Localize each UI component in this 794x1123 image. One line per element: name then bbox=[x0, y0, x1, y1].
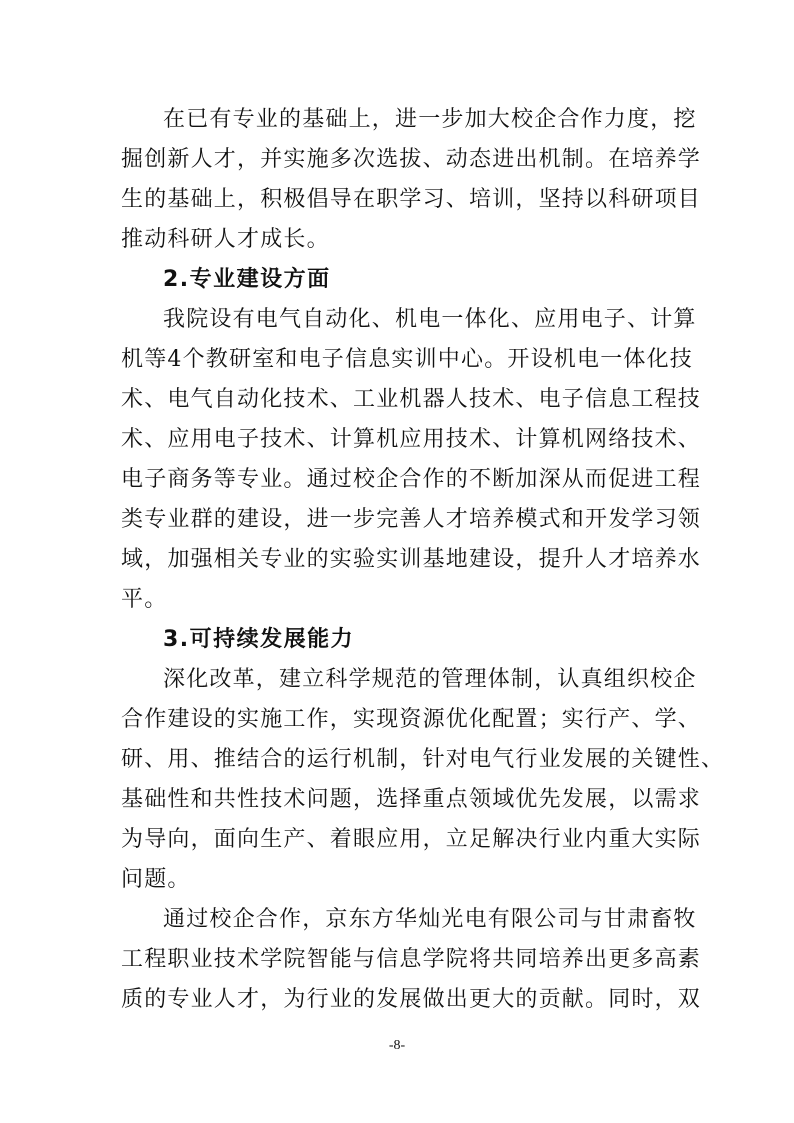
paragraph-3-line-5: 为导向，面向生产、着眼应用，立足解决行业内重大实际 bbox=[121, 827, 702, 852]
paragraph-2-line-4: 术、应用电子技术、计算机应用技术、计算机网络技术、 bbox=[121, 427, 702, 452]
paragraph-1-line-4: 推动科研人才成长。 bbox=[121, 227, 330, 252]
page-number: -8- bbox=[388, 1038, 406, 1053]
paragraph-2-line-5: 电子商务等专业。通过校企合作的不断加深从而促进工程 bbox=[121, 467, 702, 492]
paragraph-3-line-3: 研、用、推结合的运行机制，针对电气行业发展的关键性、 bbox=[121, 747, 725, 772]
paragraph-2-line-1: 我院设有电气自动化、机电一体化、应用电子、计算 bbox=[163, 307, 697, 332]
paragraph-1-line-1: 在已有专业的基础上，进一步加大校企合作力度，挖 bbox=[163, 107, 697, 132]
paragraph-2-line-8: 平。 bbox=[121, 587, 168, 612]
section-heading-3: 3.可持续发展能力 bbox=[163, 627, 355, 652]
paragraph-4-line-1: 通过校企合作，京东方华灿光电有限公司与甘肃畜牧 bbox=[163, 907, 697, 932]
paragraph-4-line-2: 工程职业技术学院智能与信息学院将共同培养出更多高素 bbox=[121, 947, 702, 972]
paragraph-3-line-6: 问题。 bbox=[121, 867, 191, 892]
section-heading-2: 2.专业建设方面 bbox=[163, 267, 331, 292]
paragraph-3-line-1: 深化改革，建立科学规范的管理体制，认真组织校企 bbox=[163, 667, 697, 692]
paragraph-2-line-3: 术、电气自动化技术、工业机器人技术、电子信息工程技 bbox=[121, 387, 702, 412]
paragraph-3-line-2: 合作建设的实施工作，实现资源优化配置；实行产、学、 bbox=[121, 707, 702, 732]
paragraph-4-line-3: 质的专业人才，为行业的发展做出更大的贡献。同时，双 bbox=[121, 987, 702, 1012]
paragraph-3-line-4: 基础性和共性技术问题，选择重点领域优先发展，以需求 bbox=[121, 787, 702, 812]
paragraph-1-line-3: 生的基础上，积极倡导在职学习、培训，坚持以科研项目 bbox=[121, 187, 702, 212]
paragraph-2-line-2: 机等4个教研室和电子信息实训中心。开设机电一体化技 bbox=[121, 347, 693, 372]
paragraph-2-line-6: 类专业群的建设，进一步完善人才培养模式和开发学习领 bbox=[121, 507, 702, 532]
paragraph-1-line-2: 掘创新人才，并实施多次选拔、动态进出机制。在培养学 bbox=[121, 147, 702, 172]
paragraph-2-line-7: 域，加强相关专业的实验实训基地建设，提升人才培养水 bbox=[121, 547, 702, 572]
